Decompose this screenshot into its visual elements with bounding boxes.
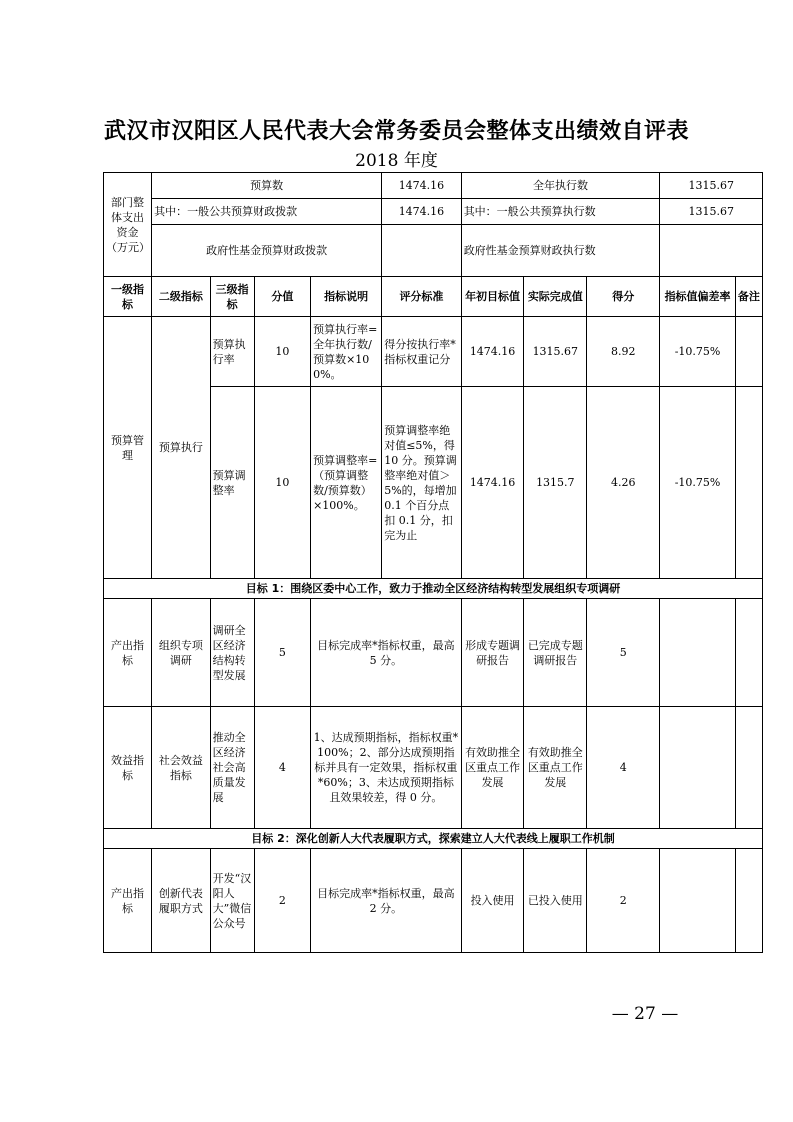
note-cell xyxy=(735,317,762,387)
table-row xyxy=(104,599,763,707)
target-cell: 1474.16 xyxy=(461,317,524,387)
level3-cell: 开发“汉阳人大”微信公众号 xyxy=(210,849,254,953)
general-budget-value: 1474.16 xyxy=(382,199,461,225)
actual-cell: 已完成专题调研报告 xyxy=(524,599,587,707)
points-cell: 5 xyxy=(587,599,660,707)
score-cell: 4 xyxy=(254,707,310,829)
header-cell: 指标值偏差率 xyxy=(660,277,735,317)
level3-cell: 调研全区经济结构转型发展 xyxy=(210,599,254,707)
desc-cell: 预算调整率=（预算调整数/预算数）×100%。 xyxy=(311,387,382,579)
general-budget-label: 其中：一般公共预算财政拨款 xyxy=(152,199,382,225)
note-cell xyxy=(735,849,762,953)
note-cell xyxy=(735,707,762,829)
goal2-row xyxy=(104,829,763,849)
level2-cell: 社会效益指标 xyxy=(152,707,211,829)
header-cell: 实际完成值 xyxy=(524,277,587,317)
level1-cell: 产出指标 xyxy=(104,599,152,707)
target-cell: 有效助推全区重点工作发展 xyxy=(461,707,524,829)
evaluation-table xyxy=(103,172,763,953)
gov-fund-budget-label: 政府性基金预算财政拨款 xyxy=(152,225,382,277)
level3-cell: 预算执行率 xyxy=(210,317,254,387)
deviation-cell: -10.75% xyxy=(660,317,735,387)
deviation-cell xyxy=(660,599,735,707)
target-cell: 投入使用 xyxy=(461,849,524,953)
deviation-cell: -10.75% xyxy=(660,387,735,579)
level3-cell: 预算调整率 xyxy=(210,387,254,579)
document-title: 武汉市汉阳区人民代表大会常务委员会整体支出绩效自评表 xyxy=(103,118,689,144)
funds-row-3 xyxy=(104,225,763,277)
header-cell: 得分 xyxy=(587,277,660,317)
deviation-cell xyxy=(660,849,735,953)
points-cell: 8.92 xyxy=(587,317,660,387)
gov-fund-exec-label: 政府性基金预算财政执行数 xyxy=(461,225,660,277)
note-cell xyxy=(735,387,762,579)
score-cell: 10 xyxy=(254,317,310,387)
target-cell: 1474.16 xyxy=(461,387,524,579)
goal1-row xyxy=(104,579,763,599)
desc-cell: 目标完成率*指标权重，最高 5 分。 xyxy=(311,599,462,707)
level3-cell: 推动全区经济社会高质量发展 xyxy=(210,707,254,829)
level2-cell: 预算执行 xyxy=(152,317,211,579)
goal1-label: 目标 1：围绕区委中心工作，致力于推动全区经济结构转型发展组织专项调研 xyxy=(104,579,763,599)
table-row xyxy=(104,707,763,829)
level1-cell: 效益指标 xyxy=(104,707,152,829)
funds-label: 部门整体支出资金（万元） xyxy=(104,173,152,277)
desc-cell: 目标完成率*指标权重，最高 2 分。 xyxy=(311,849,462,953)
score-cell: 10 xyxy=(254,387,310,579)
points-cell: 4.26 xyxy=(587,387,660,579)
level2-cell: 创新代表履职方式 xyxy=(152,849,211,953)
level1-cell: 预算管理 xyxy=(104,317,152,579)
exec-value: 1315.67 xyxy=(660,173,763,199)
level2-cell: 组织专项调研 xyxy=(152,599,211,707)
budget-label: 预算数 xyxy=(152,173,382,199)
desc-cell: 预算执行率=全年执行数/预算数×100%。 xyxy=(311,317,382,387)
funds-row-2 xyxy=(104,199,763,225)
general-exec-value: 1315.67 xyxy=(660,199,763,225)
document-subtitle: 2018 年度 xyxy=(355,151,438,171)
header-cell: 一级指标 xyxy=(104,277,152,317)
exec-label: 全年执行数 xyxy=(461,173,660,199)
header-row xyxy=(104,277,763,317)
points-cell: 4 xyxy=(587,707,660,829)
actual-cell: 1315.7 xyxy=(524,387,587,579)
budget-value: 1474.16 xyxy=(382,173,461,199)
score-cell: 5 xyxy=(254,599,310,707)
general-exec-label: 其中：一般公共预算执行数 xyxy=(461,199,660,225)
header-cell: 二级指标 xyxy=(152,277,211,317)
gov-fund-exec-value xyxy=(660,225,763,277)
header-cell: 年初目标值 xyxy=(461,277,524,317)
actual-cell: 已投入使用 xyxy=(524,849,587,953)
level1-cell: 产出指标 xyxy=(104,849,152,953)
criteria-cell: 得分按执行率*指标权重记分 xyxy=(382,317,461,387)
actual-cell: 有效助推全区重点工作发展 xyxy=(524,707,587,829)
criteria-cell: 预算调整率绝对值≤5%，得 10 分。预算调整率绝对值＞5%的，每增加 0.1 个百分点扣 0.1 分，扣完为止 xyxy=(382,387,461,579)
page-number: — 27 — xyxy=(611,1004,679,1024)
deviation-cell xyxy=(660,707,735,829)
goal2-label: 目标 2：深化创新人大代表履职方式，探索建立人大代表线上履职工作机制 xyxy=(104,829,763,849)
funds-row-1 xyxy=(104,173,763,199)
header-cell: 三级指标 xyxy=(210,277,254,317)
header-cell: 备注 xyxy=(735,277,762,317)
target-cell: 形成专题调研报告 xyxy=(461,599,524,707)
points-cell: 2 xyxy=(587,849,660,953)
gov-fund-budget-value xyxy=(382,225,461,277)
score-cell: 2 xyxy=(254,849,310,953)
desc-cell: 1、达成预期指标，指标权重*100%；2、部分达成预期指标并具有一定效果，指标权重*60%；3、未达成预期指标且效果较差，得 0 分。 xyxy=(311,707,462,829)
note-cell xyxy=(735,599,762,707)
header-cell: 指标说明 xyxy=(311,277,382,317)
table-row xyxy=(104,317,763,387)
header-cell: 评分标准 xyxy=(382,277,461,317)
table-row xyxy=(104,849,763,953)
actual-cell: 1315.67 xyxy=(524,317,587,387)
header-cell: 分值 xyxy=(254,277,310,317)
